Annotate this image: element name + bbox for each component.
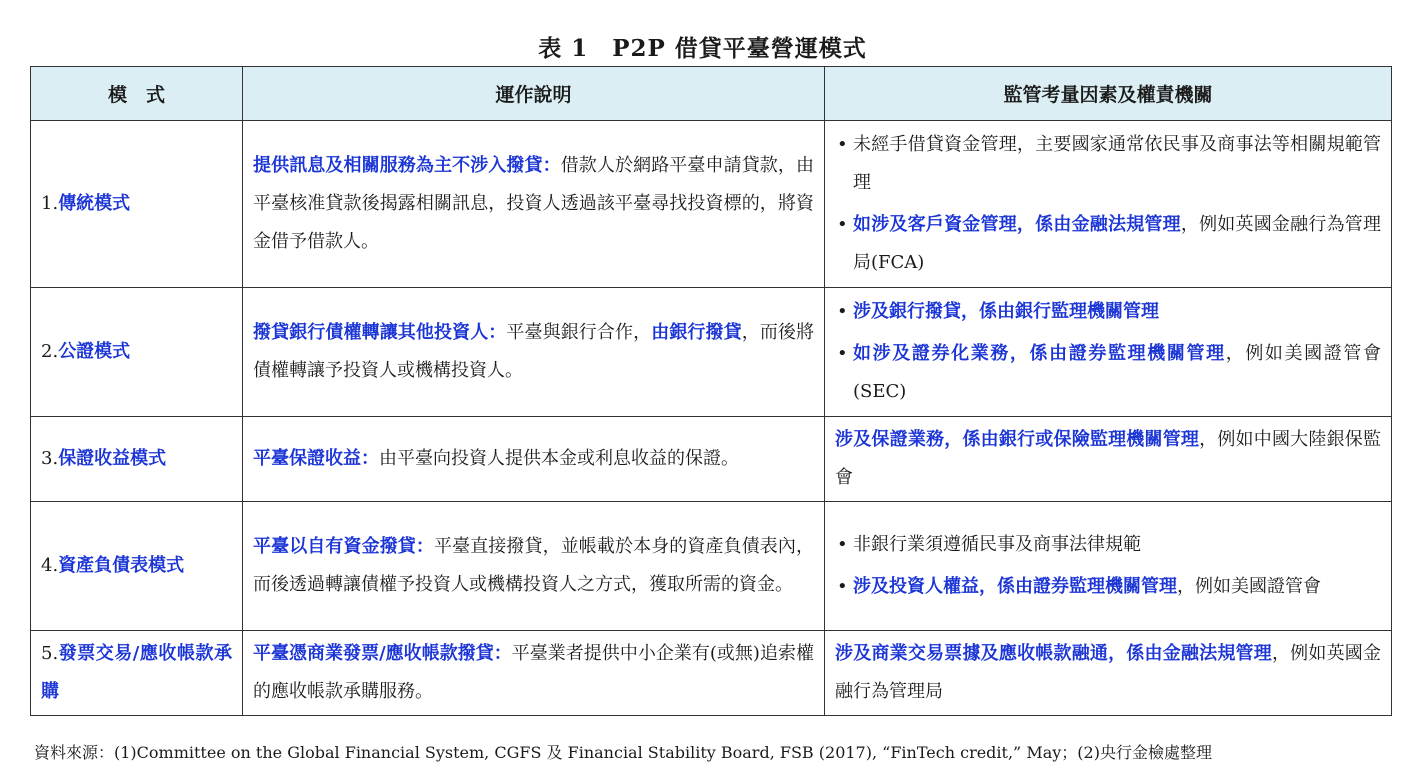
table-title: 表 1 P2P 借貸平臺營運模式 xyxy=(538,35,867,62)
regulation-text: 未經手借貸資金管理，主要國家通常依民事及商事法等相關規範管理 xyxy=(853,134,1381,193)
regulation-highlight: 如涉及證券化業務，係由證券監理機關管理 xyxy=(853,343,1226,364)
regulation-bullet xyxy=(835,206,1381,282)
regulation-text: ，例如美國證管會(SEC) xyxy=(853,343,1382,402)
operation-highlight: 平臺以自有資金撥貸： xyxy=(253,536,434,557)
regulation-highlight: 涉及保證業務，係由銀行或保險監理機關管理 xyxy=(835,429,1200,450)
operation-text: ，而後將債權轉讓予投資人或機構投資人。 xyxy=(253,322,815,381)
table-row xyxy=(31,121,1392,288)
header-model: 模 式 xyxy=(31,67,243,121)
operation-text: 平臺直接撥貸，並帳載於本身的資產負債表內，而後透過轉讓債權予投資人或機構投資人之方式，獲取所需的資金。 xyxy=(253,536,814,595)
table-row xyxy=(31,631,1392,716)
model-number: 3. xyxy=(41,448,59,469)
regulation-text: ，例如美國證管會 xyxy=(1177,576,1321,597)
operation-cell xyxy=(243,417,825,502)
operation-cell xyxy=(243,288,825,417)
operation-highlight: 平臺憑商業發票/應收帳款撥貸： xyxy=(253,643,512,664)
bullet-icon: • xyxy=(837,343,848,364)
table-row xyxy=(31,502,1392,631)
regulation-bullet xyxy=(835,526,1381,564)
operation-text: 借款人於網路平臺申請貸款，由平臺核准貸款後揭露相關訊息，投資人透過該平臺尋找投資標的，將資金借予借款人。 xyxy=(253,155,815,252)
model-name: 公證模式 xyxy=(58,341,131,362)
regulation-highlight: 涉及投資人權益，係由證券監理機關管理 xyxy=(853,576,1177,597)
model-name: 傳統模式 xyxy=(58,193,131,214)
regulation-cell xyxy=(825,121,1392,288)
regulation-bullet xyxy=(835,126,1381,202)
header-operation: 運作說明 xyxy=(243,67,825,121)
model-cell xyxy=(31,121,243,288)
model-name: 資產負債表模式 xyxy=(58,555,185,576)
bullet-icon: • xyxy=(837,576,848,597)
regulation-bullet xyxy=(835,335,1381,411)
model-cell xyxy=(31,502,243,631)
regulation-text: ，例如英國金融行為管理局 xyxy=(835,643,1382,702)
operation-highlight: 由銀行撥貸 xyxy=(651,322,742,343)
source-note: 資料來源：(1)Committee on the Global Financial System, CGFS 及 Financial Stability Board, FSB (2017), “FinTech credit,” May；(2)央行金檢處整理 xyxy=(34,743,1212,762)
regulation-text: ，例如中國大陸銀保監會 xyxy=(835,429,1382,488)
regulation-cell xyxy=(825,631,1392,716)
operation-highlight: 提供訊息及相關服務為主不涉入撥貸： xyxy=(253,155,561,176)
regulation-highlight: 涉及銀行撥貸，係由銀行監理機關管理 xyxy=(853,301,1159,322)
model-number: 4. xyxy=(41,555,59,576)
model-cell xyxy=(31,417,243,502)
regulation-cell xyxy=(825,502,1392,631)
regulation-bullet xyxy=(835,568,1381,606)
regulation-text: 非銀行業須遵循民事及商事法律規範 xyxy=(853,534,1141,555)
regulation-text: ，例如英國金融行為管理局(FCA) xyxy=(853,214,1382,273)
bullet-icon: • xyxy=(837,214,848,235)
table-row xyxy=(31,417,1392,502)
regulation-bullet xyxy=(835,293,1381,331)
regulation-highlight: 涉及商業交易票據及應收帳款融通，係由金融法規管理 xyxy=(835,643,1272,664)
model-name: 發票交易/應收帳款承購 xyxy=(41,643,232,702)
operation-cell xyxy=(243,121,825,288)
table-row xyxy=(31,288,1392,417)
p2p-models-table xyxy=(30,66,1392,716)
regulation-highlight: 如涉及客戶資金管理，係由金融法規管理 xyxy=(853,214,1181,235)
bullet-icon: • xyxy=(837,534,848,555)
operation-highlight: 平臺保證收益： xyxy=(253,448,379,469)
table-header-row xyxy=(31,67,1392,121)
operation-highlight: 撥貸銀行債權轉讓其他投資人： xyxy=(253,322,507,343)
model-number: 5. xyxy=(41,643,59,664)
header-regulation: 監管考量因素及權責機關 xyxy=(825,67,1392,121)
model-number: 2. xyxy=(41,341,59,362)
model-number: 1. xyxy=(41,193,59,214)
model-cell xyxy=(31,288,243,417)
bullet-icon: • xyxy=(837,134,848,155)
operation-text: 由平臺向投資人提供本金或利息收益的保證。 xyxy=(379,448,739,469)
model-cell xyxy=(31,631,243,716)
operation-cell xyxy=(243,631,825,716)
operation-cell xyxy=(243,502,825,631)
regulation-cell xyxy=(825,417,1392,502)
operation-text: 平臺業者提供中小企業有(或無)追索權的應收帳款承購服務。 xyxy=(253,643,814,702)
bullet-icon: • xyxy=(837,301,848,322)
operation-text: 平臺與銀行合作， xyxy=(506,322,652,343)
model-name: 保證收益模式 xyxy=(58,448,167,469)
regulation-cell xyxy=(825,288,1392,417)
